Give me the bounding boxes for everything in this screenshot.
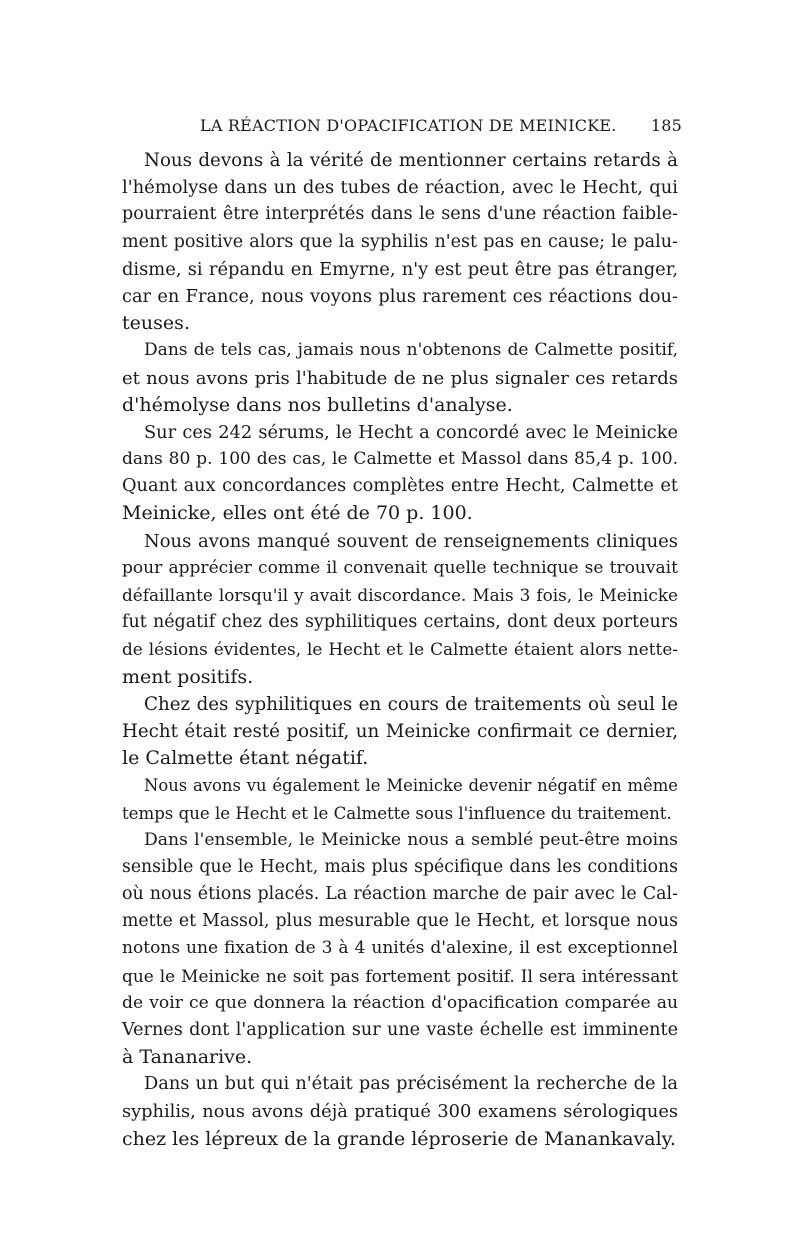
body-text (122, 147, 678, 1153)
paragraph (122, 691, 678, 773)
text-line: Nous avons manqué souvent de renseignements cliniques (144, 530, 678, 552)
text-line: sensible que le Hecht, mais plus spécifique dans les conditions (122, 856, 678, 877)
text-line: Dans l'ensemble, le Meinicke nous a semblé peut-être moins (144, 829, 678, 850)
text-line: d'hémolyse dans nos bulletins d'analyse. (122, 393, 513, 416)
text-line: pour apprécier comme il convenait quelle technique se trouvait (122, 557, 678, 578)
text-line: et nous avons pris l'habitude de ne plus signaler ces retards (122, 367, 678, 389)
paragraph (122, 337, 678, 419)
paragraph (122, 1071, 678, 1153)
text-line: le Calmette étant négatif. (122, 747, 369, 770)
text-line: Dans un but qui n'était pas précisément la recherche de la (144, 1074, 678, 1095)
running-head (122, 116, 682, 142)
text-line: temps que le Hecht et le Calmette sous l'influence du traitement. (122, 803, 672, 823)
text-line: de lésions évidentes, le Hecht et le Calmette étaient alors nette- (122, 639, 678, 660)
paragraph (122, 147, 678, 337)
text-line: dans 80 p. 100 des cas, le Calmette et Massol dans 85,4 p. 100. (122, 449, 678, 470)
text-line: syphilis, nous avons déjà pratiqué 300 examens sérologiques (122, 1101, 678, 1122)
text-line: teuses. (122, 312, 190, 335)
text-line: que le Meinicke ne soit pas fortement positif. Il sera intéressant (122, 965, 678, 986)
text-line: où nous étions placés. La réaction marche de pair avec le Cal- (122, 884, 678, 905)
text-line: pourraient être interprétés dans le sens d'une réaction faible- (122, 204, 678, 225)
text-line: notons une fixation de 3 à 4 unités d'alexine, il est exceptionnel (122, 938, 678, 959)
text-line: Nous devons à la vérité de mentionner certains retards à (144, 150, 678, 171)
text-line: chez les lépreux de la grande léproserie de Manankavaly. (122, 1127, 676, 1150)
text-line: Hecht était resté positif, un Meinicke confirmait ce dernier, (122, 720, 678, 742)
text-line: Sur ces 242 sérums, le Hecht a concordé avec le Meinicke (144, 421, 678, 443)
text-line: Chez des syphilitiques en cours de traitements où seul le (144, 693, 678, 715)
paragraph (122, 528, 678, 691)
text-line: disme, si répandu en Emyrne, n'y est peut être pas étranger, (122, 258, 678, 280)
text-line: Nous avons vu également le Meinicke devenir négatif en même (144, 776, 678, 796)
page-number: 185 (650, 116, 682, 135)
paragraph (122, 419, 678, 528)
text-line: Quant aux concordances complètes entre Hecht, Calmette et (122, 476, 678, 497)
text-line: l'hémolyse dans un des tubes de réaction, avec le Hecht, qui (122, 177, 678, 199)
paragraph (122, 772, 678, 826)
text-line: fut négatif chez des syphilitiques certains, dont deux porteurs (122, 612, 678, 633)
text-line: ment positive alors que la syphilis n'est pas en cause; le palu- (122, 231, 678, 252)
text-line: défaillante lorsqu'il y avait discordance. Mais 3 fois, le Meinicke (122, 585, 678, 605)
paragraph (122, 827, 678, 1072)
text-line: Dans de tels cas, jamais nous n'obtenons de Calmette positif, (144, 340, 678, 361)
text-line: à Tananarive. (122, 1046, 253, 1069)
text-line: Meinicke, elles ont été de 70 p. 100. (122, 502, 473, 525)
text-line: Vernes dont l'application sur une vaste échelle est imminente (122, 1020, 678, 1040)
text-line: mette et Massol, plus mesurable que le Hecht, et lorsque nous (122, 911, 678, 932)
text-line: car en France, nous voyons plus rarement ces réactions dou- (122, 285, 678, 307)
text-line: de voir ce que donnera la réaction d'opacification comparée au (122, 992, 678, 1013)
text-line: ment positifs. (122, 665, 254, 688)
running-title: LA RÉACTION D'OPACIFICATION DE MEINICKE. (200, 116, 617, 135)
